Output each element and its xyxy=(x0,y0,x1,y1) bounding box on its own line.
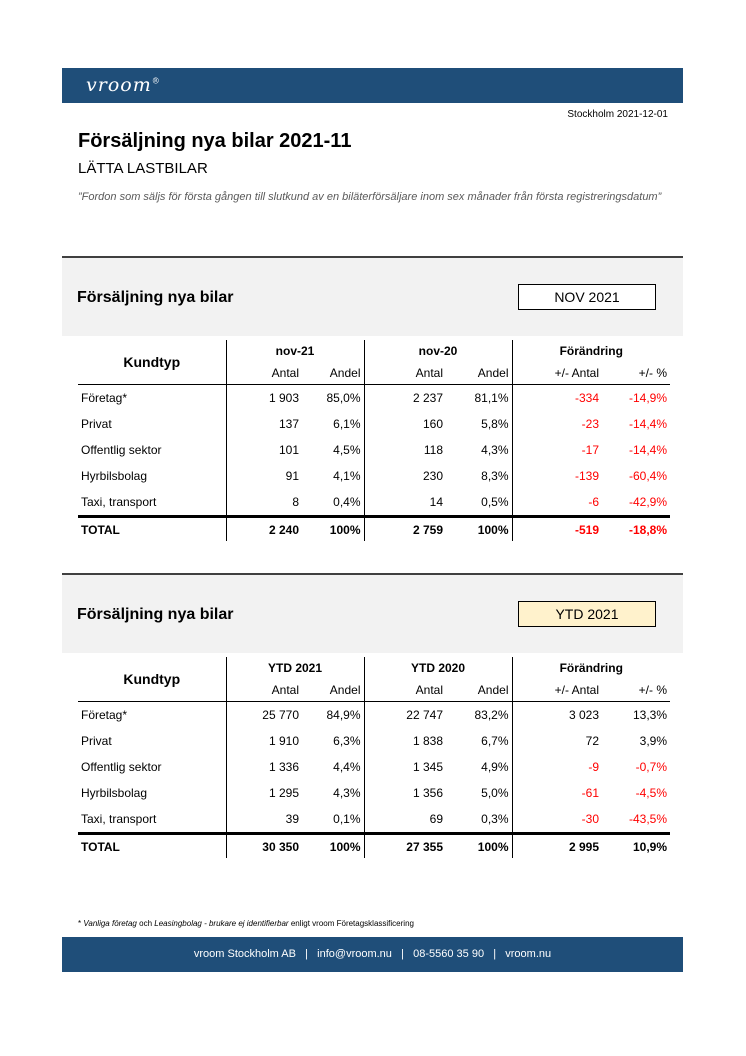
cell: -14,4% xyxy=(628,417,667,431)
cell: 0,5% xyxy=(481,495,509,509)
row-label: Offentlig sektor xyxy=(81,443,162,457)
footnote-rest: enligt vroom Företagsklassificering xyxy=(290,919,414,928)
row-label: Företag* xyxy=(81,708,128,722)
col-antal: Antal xyxy=(226,362,302,385)
total-row xyxy=(78,834,670,859)
col-andel: Andel xyxy=(302,679,364,702)
cell: -9 xyxy=(512,754,602,780)
cell: -6 xyxy=(512,489,602,517)
cell: -43,5% xyxy=(628,812,667,826)
cell: 27 355 xyxy=(364,834,446,859)
cell: 10,9% xyxy=(602,834,670,859)
col-andel: Andel xyxy=(446,679,512,702)
table-row xyxy=(78,411,670,437)
cell: 4,3% xyxy=(481,443,509,457)
cell: 1 356 xyxy=(364,780,446,806)
cell: -139 xyxy=(512,463,602,489)
cell: 0,3% xyxy=(481,812,509,826)
table-row xyxy=(78,489,670,517)
change-header: Förändring xyxy=(512,657,670,679)
cell: 118 xyxy=(364,437,446,463)
cell: 3 023 xyxy=(512,702,602,729)
row-label: Offentlig sektor xyxy=(81,760,162,774)
col-diff-antal: +/- Antal xyxy=(512,362,602,385)
section-header-ytd xyxy=(62,573,683,653)
kundtyp-header: Kundtyp xyxy=(78,657,226,702)
cell: 160 xyxy=(364,411,446,437)
row-label: TOTAL xyxy=(78,517,226,542)
cell: 1 295 xyxy=(226,780,302,806)
header-row xyxy=(78,657,670,679)
col-antal: Antal xyxy=(364,362,446,385)
period-b-header: nov-20 xyxy=(364,340,512,362)
total-row xyxy=(78,517,670,542)
cell: -0,7% xyxy=(635,760,667,774)
row-label: Taxi, transport xyxy=(81,812,157,826)
cell: 8,3% xyxy=(481,469,509,483)
sales-table-ytd xyxy=(78,657,670,858)
table-row xyxy=(78,463,670,489)
sales-table-month xyxy=(78,340,670,541)
table-row xyxy=(78,780,670,806)
col-diff-antal: +/- Antal xyxy=(512,679,602,702)
page-subtitle: LÄTTA LASTBILAR xyxy=(78,160,208,177)
col-diff-pct: +/- % xyxy=(602,362,670,385)
cell: -14,4% xyxy=(628,443,667,457)
period-a-header: nov-21 xyxy=(226,340,364,362)
cell: 4,5% xyxy=(333,443,361,457)
cell: 0,1% xyxy=(333,812,361,826)
cell: 100% xyxy=(446,517,512,542)
cell: 1 903 xyxy=(226,385,302,412)
row-label: Privat xyxy=(81,417,112,431)
cell: 1 345 xyxy=(364,754,446,780)
period-b-header: YTD 2020 xyxy=(364,657,512,679)
period-badge: YTD 2021 xyxy=(518,601,656,627)
cell: 4,3% xyxy=(333,786,361,800)
cell: 1 838 xyxy=(364,728,446,754)
cell: 5,8% xyxy=(481,417,509,431)
cell: 30 350 xyxy=(226,834,302,859)
footnote xyxy=(78,919,414,928)
period-badge: NOV 2021 xyxy=(518,284,656,310)
col-andel: Andel xyxy=(302,362,364,385)
cell: -60,4% xyxy=(628,469,667,483)
footnote-part1: Vanliga företag xyxy=(83,919,137,928)
cell: 100% xyxy=(302,517,364,542)
row-label: TOTAL xyxy=(78,834,226,859)
footnote-star: * xyxy=(78,919,82,928)
cell: -4,5% xyxy=(635,786,667,800)
cell: 8 xyxy=(226,489,302,517)
cell: 100% xyxy=(302,834,364,859)
cell: 81,1% xyxy=(474,391,509,405)
cell: 2 237 xyxy=(364,385,446,412)
cell: 4,9% xyxy=(481,760,509,774)
cell: 13,3% xyxy=(632,708,667,722)
cell: 2 759 xyxy=(364,517,446,542)
cell: 84,9% xyxy=(326,708,361,722)
cell: 1 910 xyxy=(226,728,302,754)
cell: -14,9% xyxy=(628,391,667,405)
table-row xyxy=(78,437,670,463)
change-header: Förändring xyxy=(512,340,670,362)
cell: 69 xyxy=(364,806,446,834)
cell: -17 xyxy=(512,437,602,463)
cell: 14 xyxy=(364,489,446,517)
cell: 5,0% xyxy=(481,786,509,800)
table-row xyxy=(78,728,670,754)
cell: 2 240 xyxy=(226,517,302,542)
table-row xyxy=(78,806,670,834)
cell: 85,0% xyxy=(326,391,361,405)
row-label: Taxi, transport xyxy=(81,495,157,509)
cell: -61 xyxy=(512,780,602,806)
table-row xyxy=(78,385,670,412)
cell: 6,7% xyxy=(481,734,509,748)
cell: -18,8% xyxy=(602,517,670,542)
cell: 137 xyxy=(226,411,302,437)
cell: 91 xyxy=(226,463,302,489)
cell: 4,4% xyxy=(333,760,361,774)
footnote-part2: Leasingbolag - brukare ej identifierbar xyxy=(154,919,289,928)
cell: -42,9% xyxy=(628,495,667,509)
table-row xyxy=(78,702,670,729)
cell: 100% xyxy=(446,834,512,859)
report-date: Stockholm 2021-12-01 xyxy=(567,109,668,120)
cell: -334 xyxy=(512,385,602,412)
footer-contact: vroom Stockholm AB | info@vroom.nu | 08-5560 35 90 | vroom.nu xyxy=(193,948,552,960)
footnote-and: och xyxy=(139,919,153,928)
cell: 101 xyxy=(226,437,302,463)
cell: -519 xyxy=(512,517,602,542)
page-title: Försäljning nya bilar 2021-11 xyxy=(78,130,352,152)
cell: 83,2% xyxy=(474,708,509,722)
row-label: Hyrbilsbolag xyxy=(81,469,148,483)
header-row xyxy=(78,340,670,362)
cell: 72 xyxy=(512,728,602,754)
cell: 0,4% xyxy=(333,495,361,509)
cell: 4,1% xyxy=(333,469,361,483)
col-diff-pct: +/- % xyxy=(602,679,670,702)
header-bar xyxy=(62,68,683,103)
section-title: Försäljning nya bilar xyxy=(77,606,234,623)
col-antal: Antal xyxy=(226,679,302,702)
row-label: Företag* xyxy=(81,391,128,405)
kundtyp-header: Kundtyp xyxy=(78,340,226,385)
cell: 2 995 xyxy=(512,834,602,859)
period-a-header: YTD 2021 xyxy=(226,657,364,679)
row-label: Hyrbilsbolag xyxy=(81,786,148,800)
cell: -30 xyxy=(512,806,602,834)
cell: 6,1% xyxy=(333,417,361,431)
table-row xyxy=(78,754,670,780)
cell: 3,9% xyxy=(639,734,667,748)
cell: 22 747 xyxy=(364,702,446,729)
col-andel: Andel xyxy=(446,362,512,385)
cell: -23 xyxy=(512,411,602,437)
cell: 25 770 xyxy=(226,702,302,729)
footer-bar xyxy=(62,937,683,972)
cell: 1 336 xyxy=(226,754,302,780)
row-label: Privat xyxy=(81,734,112,748)
vroom-logo: vroom® xyxy=(86,74,161,96)
section-title: Försäljning nya bilar xyxy=(77,289,234,306)
section-header-month xyxy=(62,256,683,336)
cell: 6,3% xyxy=(333,734,361,748)
cell: 230 xyxy=(364,463,446,489)
definition-quote: ”Fordon som säljs för första gången till slutkund av en biläterförsäljare inom sex månader från första registreringsdatum” xyxy=(78,191,662,203)
cell: 39 xyxy=(226,806,302,834)
col-antal: Antal xyxy=(364,679,446,702)
